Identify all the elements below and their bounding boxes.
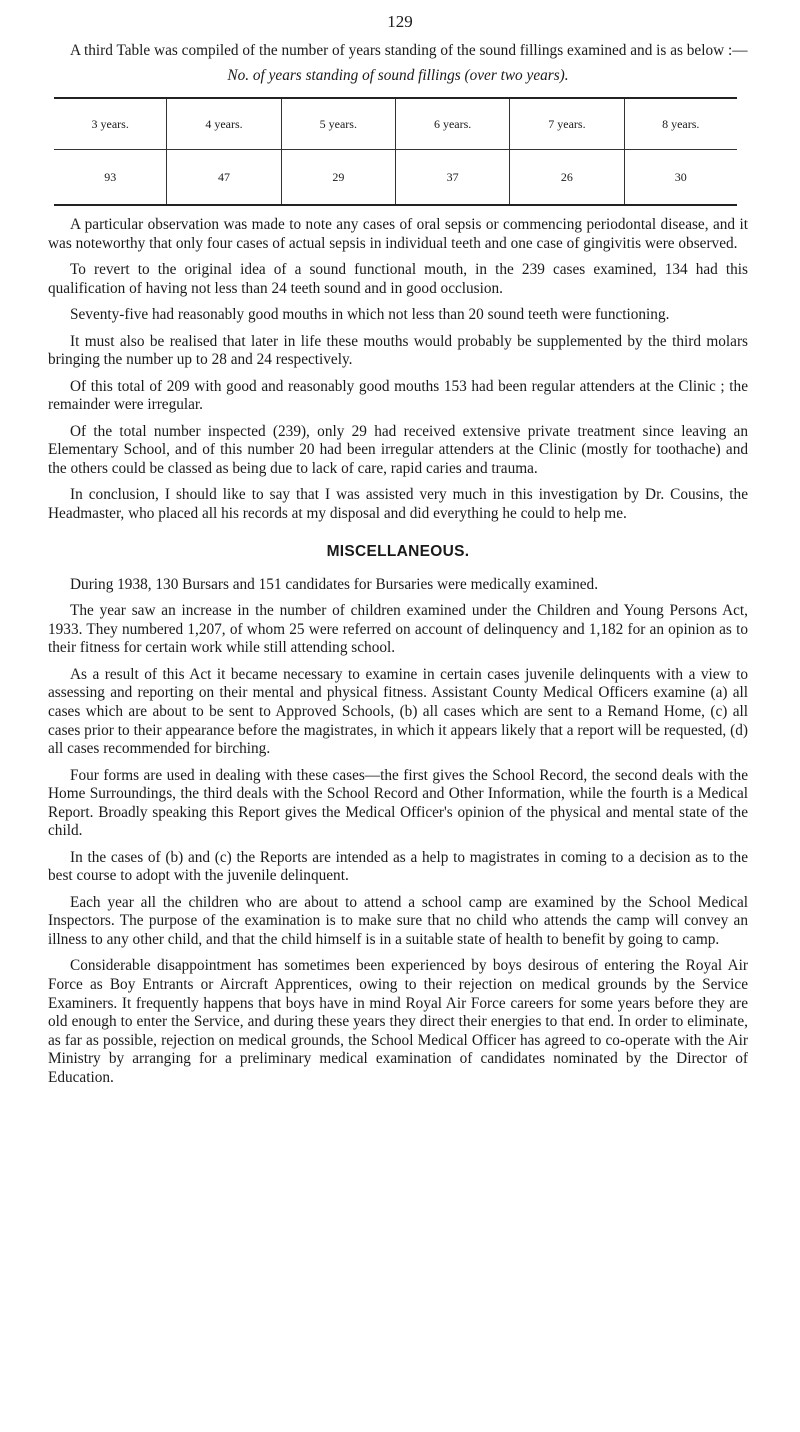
- page-content: [48, 42, 748, 1095]
- intro-paragraph: A third Table was compiled of the number of years standing of the sound fillings examined and is as below :—: [70, 42, 748, 59]
- body-paragraph: Four forms are used in dealing with these cases—the first gives the School Record, the second deals with the Home Surroundings, the third deals with the School Record and Other Information, while the fourth is a Medical Report. Broadly speaking this Report gives the Medical Officer's opinion of the physical and mental state of the child.: [48, 766, 748, 840]
- body-paragraph: Of this total of 209 with good and reasonably good mouths 153 had been regular attenders at the Clinic ; the remainder were irregular.: [48, 377, 748, 414]
- body-paragraph: To revert to the original idea of a sound functional mouth, in the 239 cases examined, 134 had this qualification of having not less than 24 teeth sound and in good occlusion.: [48, 261, 748, 297]
- table-header-cell: 6 years.: [395, 98, 509, 150]
- table-header-row: [54, 98, 737, 150]
- table-header-cell: 5 years.: [281, 98, 395, 150]
- body-paragraph: Each year all the children who are about to attend a school camp are examined by the School Medical Inspectors. The purpose of the examination is to make sure that no child who attends the camp will convey an illness to any other child, and that the child himself is in a suitable state of health to benefit by going to camp.: [48, 893, 748, 948]
- table-cell: 30: [624, 150, 737, 206]
- body-paragraph: In the cases of (b) and (c) the Reports are intended as a help to magistrates in coming to a decision as to the best course to adopt with the juvenile delinquent.: [48, 848, 748, 885]
- table-header-cell: 7 years.: [510, 98, 624, 150]
- table-cell: 47: [167, 150, 281, 206]
- table-cell: 29: [281, 150, 395, 206]
- body-paragraph: During 1938, 130 Bursars and 151 candidates for Bursaries were medically examined.: [70, 575, 599, 593]
- table-header-cell: 4 years.: [167, 98, 281, 150]
- body-paragraph: The year saw an increase in the number of children examined under the Children and Young Persons Act, 1933. They numbered 1,207, of whom 25 were referred on account of delinquency and 1,182 for an opinion as to their fitness for certain work while still attending school.: [48, 602, 748, 657]
- table-header-cell: 8 years.: [624, 98, 737, 150]
- table-title: No. of years standing of sound fillings (over two years).: [227, 66, 569, 84]
- table-cell: 37: [395, 150, 509, 206]
- page-number: 129: [387, 12, 413, 31]
- body-paragraph: Seventy-five had reasonably good mouths in which not less than 20 sound teeth were functioning.: [70, 306, 670, 324]
- body-paragraph: In conclusion, I should like to say that I was assisted very much in this investigation by Dr. Cousins, the Headmaster, who placed all his records at my disposal and did everything he could to help me.: [48, 486, 748, 522]
- fillings-table: [54, 97, 737, 206]
- table-header-cell: 3 years.: [54, 98, 167, 150]
- body-paragraph: Considerable disappointment has sometimes been experienced by boys desirous of entering the Royal Air Force as Boy Entrants or Aircraft Apprentices, owing to their rejection on medical grounds by the Service Examiners. It frequently happens that boys have in mind Royal Air Force careers for some years before they are old enough to enter the Service, and during these years they direct their energies to that end. In order to eliminate, as far as possible, rejection on medical grounds, the School Medical Officer has agreed to co-operate with the Air Ministry by arranging for a preliminary medical examination of candidates nominated by the Director of Education.: [48, 957, 748, 1086]
- section-heading: MISCELLANEOUS.: [326, 543, 470, 561]
- table-cell: 26: [510, 150, 624, 206]
- table-row: [54, 150, 737, 206]
- body-paragraph: Of the total number inspected (239), only 29 had received extensive private treatment since leaving an Elementary School, and of this number 20 had been irregular attenders at the Clinic (mostly for toothache) and the others could be classed as being due to lack of care, rapid caries and trauma.: [48, 422, 748, 477]
- table-cell: 93: [54, 150, 167, 206]
- body-paragraph: A particular observation was made to note any cases of oral sepsis or commencing periodontal disease, and it was noteworthy that only four cases of actual sepsis in individual teeth and one case of gingivitis were observed.: [48, 216, 748, 252]
- body-paragraph: It must also be realised that later in life these mouths would probably be supplemented by the third molars bringing the number up to 28 and 24 respectively.: [48, 332, 748, 369]
- body-paragraph: As a result of this Act it became necessary to examine in certain cases juvenile delinquents with a view to assessing and reporting on their mental and physical fitness. Assistant County Medical Officers examine (a) all cases which are about to be sent to Approved Schools, (b) all cases which are sent to a Remand Home, (c) all cases prior to their appearance before the magistrates, in which it appears likely that a report will be requested, (d) all cases recommended for birching.: [48, 665, 748, 758]
